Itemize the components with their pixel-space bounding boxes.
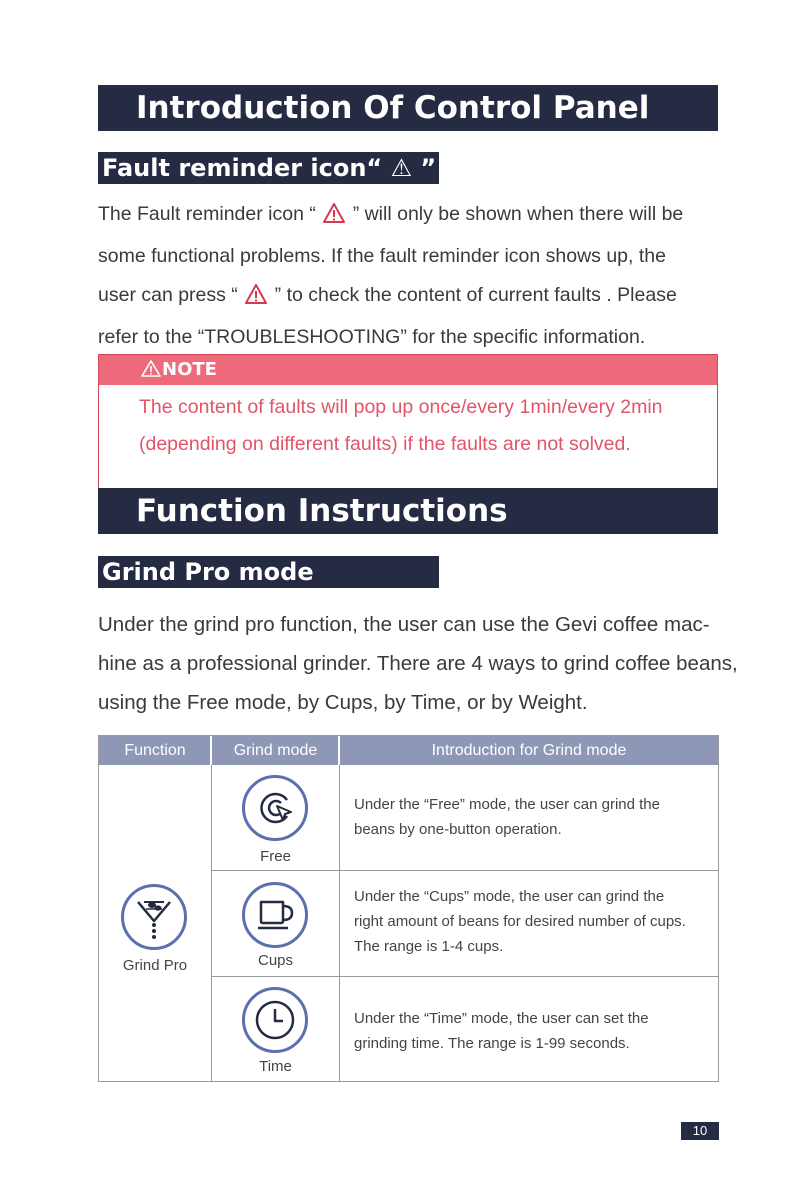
subheading-grind-pro-text: Grind Pro mode xyxy=(102,558,314,586)
table-header-function: Function xyxy=(124,742,186,759)
note-header xyxy=(99,355,717,385)
grind-pro-icon xyxy=(121,884,187,950)
table-header-row xyxy=(99,736,718,765)
note-line-2: (depending on different faults) if the faults are not solved. xyxy=(139,433,631,455)
grind-mode-label-cups: Cups xyxy=(257,952,294,969)
fault-para-line-2: some functional problems. If the fault reminder icon shows up, the xyxy=(98,245,666,267)
section-heading-intro-text: Introduction Of Control Panel xyxy=(136,90,650,126)
free-mode-description xyxy=(354,792,660,842)
fault-para-text: ” will only be shown when there will be xyxy=(352,203,684,225)
fault-para-text: The Fault reminder icon “ xyxy=(98,203,316,225)
fault-reminder-paragraph xyxy=(98,195,723,357)
description-line: right amount of beans for desired number of cups. xyxy=(354,913,686,930)
clock-icon xyxy=(242,987,308,1053)
table-header-divider xyxy=(210,736,212,765)
fault-para-text: user can press “ xyxy=(98,284,238,306)
subheading-fault-reminder-text: Fault reminder icon“ ⚠ ” xyxy=(102,154,437,182)
subheading-grind-pro xyxy=(98,556,439,588)
table-column-divider xyxy=(339,765,340,1081)
note-label: NOTE xyxy=(162,359,217,380)
description-line: Under the “Cups” mode, the user can grind the xyxy=(354,888,665,905)
grind-mode-table xyxy=(98,735,719,1082)
grind-para-line-3: using the Free mode, by Cups, by Time, or by Weight. xyxy=(98,691,588,714)
note-line-1: The content of faults will pop up once/every 1min/every 2min xyxy=(139,396,663,418)
description-line: grinding time. The range is 1-99 seconds. xyxy=(354,1035,630,1052)
warning-triangle-icon xyxy=(245,279,267,318)
description-line: The range is 1-4 cups. xyxy=(354,938,504,955)
table-header-grind-mode: Grind mode xyxy=(233,742,318,759)
table-row-divider xyxy=(211,870,718,871)
description-line: Under the “Free” mode, the user can grind the xyxy=(354,796,660,813)
grind-mode-label-time: Time xyxy=(259,1058,292,1075)
grind-pro-paragraph xyxy=(98,605,738,722)
description-line: Under the “Time” mode, the user can set the xyxy=(354,1010,649,1027)
table-header-divider xyxy=(338,736,340,765)
section-heading-intro xyxy=(98,85,718,131)
subheading-fault-reminder xyxy=(98,152,439,184)
fault-para-text: ” to check the content of current faults . Please xyxy=(274,284,677,306)
fault-para-line-3 xyxy=(98,276,723,318)
table-header-introduction: Introduction for Grind mode xyxy=(431,742,627,759)
section-heading-functions-text: Function Instructions xyxy=(136,493,508,529)
cup-icon xyxy=(242,882,308,948)
note-box xyxy=(98,354,718,493)
table-column-divider xyxy=(211,765,212,1081)
fault-para-line-4: refer to the “TROUBLESHOOTING” for the specific information. xyxy=(98,326,646,348)
time-mode-description xyxy=(354,1006,649,1056)
page-number: 10 xyxy=(681,1122,719,1140)
section-heading-functions xyxy=(98,488,718,534)
free-mode-icon xyxy=(242,775,308,841)
warning-triangle-icon xyxy=(141,357,161,387)
cups-mode-description xyxy=(354,884,686,959)
grind-mode-label-free: Free xyxy=(260,848,291,865)
description-line: beans by one-button operation. xyxy=(354,821,562,838)
fault-para-line-1 xyxy=(98,195,723,237)
grind-para-line-2: hine as a professional grinder. There are 4 ways to grind coffee beans, xyxy=(98,652,738,675)
grind-para-line-1: Under the grind pro function, the user can use the Gevi coffee mac- xyxy=(98,613,710,636)
table-row-divider xyxy=(211,976,718,977)
warning-triangle-icon xyxy=(323,198,345,237)
note-text xyxy=(139,389,663,463)
function-label-grind-pro: Grind Pro xyxy=(122,957,188,974)
